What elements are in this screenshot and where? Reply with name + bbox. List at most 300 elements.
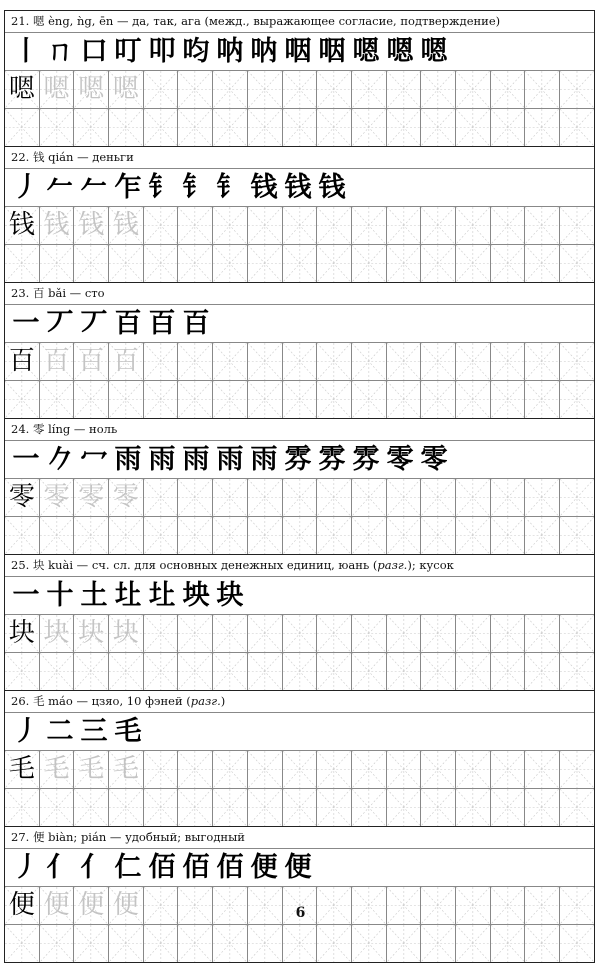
grid-guide <box>248 615 282 652</box>
practice-cell[interactable] <box>74 653 109 690</box>
practice-cell[interactable] <box>144 653 179 690</box>
grid-guide <box>283 71 317 108</box>
practice-cell[interactable] <box>283 751 318 788</box>
practice-cell[interactable] <box>317 71 352 108</box>
practice-cell[interactable] <box>178 517 213 554</box>
practice-cell[interactable] <box>248 615 283 652</box>
practice-cell[interactable] <box>387 381 422 418</box>
practice-cell[interactable] <box>109 517 144 554</box>
practice-cell[interactable] <box>213 925 248 962</box>
practice-cell[interactable] <box>5 343 40 380</box>
practice-cell[interactable] <box>178 615 213 652</box>
practice-cell[interactable] <box>317 653 352 690</box>
practice-cell[interactable] <box>456 207 491 244</box>
practice-cell[interactable] <box>421 789 456 826</box>
stroke-step: 呐 <box>250 36 278 67</box>
stroke-step: 一 <box>12 444 40 475</box>
grid-guide <box>5 653 39 690</box>
practice-cell[interactable] <box>352 789 387 826</box>
practice-cell[interactable] <box>421 71 456 108</box>
practice-cell[interactable] <box>248 343 283 380</box>
practice-cell[interactable] <box>74 615 109 652</box>
practice-cell[interactable] <box>560 615 594 652</box>
grid-guide <box>352 479 386 516</box>
practice-cell[interactable] <box>421 207 456 244</box>
practice-cell[interactable] <box>525 381 560 418</box>
practice-cell[interactable] <box>491 517 526 554</box>
grid-guide <box>40 109 74 146</box>
practice-cell[interactable] <box>456 245 491 282</box>
practice-cell[interactable] <box>40 381 75 418</box>
practice-cell[interactable] <box>560 71 594 108</box>
practice-cell[interactable] <box>525 479 560 516</box>
practice-cell[interactable] <box>491 479 526 516</box>
stroke-step: 钱 <box>250 172 278 203</box>
practice-cell[interactable] <box>560 653 594 690</box>
practice-cell[interactable] <box>178 653 213 690</box>
practice-cell[interactable] <box>178 71 213 108</box>
practice-cell[interactable] <box>560 343 594 380</box>
practice-cell[interactable] <box>283 207 318 244</box>
trace-character: 毛 <box>43 754 70 784</box>
practice-cell[interactable] <box>40 479 75 516</box>
practice-cell[interactable] <box>352 517 387 554</box>
practice-cell[interactable] <box>421 479 456 516</box>
practice-cell[interactable] <box>387 479 422 516</box>
practice-cell[interactable] <box>491 207 526 244</box>
practice-cell[interactable] <box>387 653 422 690</box>
practice-cell[interactable] <box>317 109 352 146</box>
practice-cell[interactable] <box>5 517 40 554</box>
grid-guide <box>560 751 594 788</box>
practice-cell[interactable] <box>352 751 387 788</box>
practice-cell[interactable] <box>560 517 594 554</box>
stroke-step: 百 <box>182 308 210 339</box>
practice-cell[interactable] <box>491 615 526 652</box>
practice-cell[interactable] <box>317 925 352 962</box>
practice-cell[interactable] <box>456 653 491 690</box>
practice-cell[interactable] <box>387 245 422 282</box>
grid-guide <box>283 925 317 962</box>
grid-guide <box>248 653 282 690</box>
practice-cell[interactable] <box>40 789 75 826</box>
practice-cell[interactable] <box>387 925 422 962</box>
trace-character: 块 <box>43 618 70 648</box>
trace-character: 块 <box>112 618 139 648</box>
practice-cell[interactable] <box>560 109 594 146</box>
stroke-step: 乍 <box>114 172 142 203</box>
grid-guide <box>178 751 212 788</box>
practice-cell[interactable] <box>109 925 144 962</box>
practice-cell[interactable] <box>144 245 179 282</box>
practice-cell[interactable] <box>5 887 40 924</box>
practice-cell[interactable] <box>5 925 40 962</box>
practice-cell[interactable] <box>178 207 213 244</box>
practice-cell[interactable] <box>525 109 560 146</box>
practice-cell[interactable] <box>352 615 387 652</box>
practice-cell[interactable] <box>5 207 40 244</box>
practice-cell[interactable] <box>421 653 456 690</box>
stroke-step: 咽 <box>284 36 312 67</box>
stroke-step: 亻 <box>46 852 74 883</box>
practice-cell[interactable] <box>560 245 594 282</box>
practice-cell[interactable] <box>317 751 352 788</box>
practice-cell[interactable] <box>144 925 179 962</box>
practice-cell[interactable] <box>5 109 40 146</box>
practice-cell[interactable] <box>560 751 594 788</box>
grid-guide <box>178 71 212 108</box>
grid-guide <box>456 925 490 962</box>
practice-cell[interactable] <box>283 479 318 516</box>
practice-cell[interactable] <box>491 71 526 108</box>
practice-cell[interactable] <box>248 751 283 788</box>
grid-guide <box>456 381 490 418</box>
practice-cell[interactable] <box>109 109 144 146</box>
practice-cell[interactable] <box>352 109 387 146</box>
practice-cell[interactable] <box>560 479 594 516</box>
trace-character: 嗯 <box>112 74 139 104</box>
practice-cell[interactable] <box>109 751 144 788</box>
practice-cell[interactable] <box>387 751 422 788</box>
practice-cell[interactable] <box>74 71 109 108</box>
practice-cell[interactable] <box>144 207 179 244</box>
practice-cell[interactable] <box>5 479 40 516</box>
practice-cell[interactable] <box>387 517 422 554</box>
practice-cell[interactable] <box>525 343 560 380</box>
stroke-step: 丆 <box>80 308 108 339</box>
practice-cell[interactable] <box>74 343 109 380</box>
grid-guide <box>283 381 317 418</box>
practice-cell[interactable] <box>456 789 491 826</box>
practice-cell[interactable] <box>40 751 75 788</box>
grid-guide <box>352 789 386 826</box>
practice-cell[interactable] <box>352 479 387 516</box>
grid-guide <box>491 343 525 380</box>
practice-cell[interactable] <box>560 789 594 826</box>
practice-cell[interactable] <box>491 245 526 282</box>
practice-cell[interactable] <box>109 343 144 380</box>
practice-cell[interactable] <box>525 751 560 788</box>
stroke-step: 呁 <box>182 36 210 67</box>
practice-cell[interactable] <box>352 925 387 962</box>
practice-cell[interactable] <box>213 381 248 418</box>
practice-cell[interactable] <box>317 517 352 554</box>
practice-cell[interactable] <box>387 71 422 108</box>
grid-guide <box>144 71 178 108</box>
grid-guide <box>387 343 421 380</box>
grid-guide <box>74 245 108 282</box>
grid-guide <box>178 653 212 690</box>
practice-cell[interactable] <box>109 615 144 652</box>
trace-character: 嗯 <box>43 74 70 104</box>
practice-cell[interactable] <box>317 789 352 826</box>
practice-cell[interactable] <box>40 207 75 244</box>
practice-cell[interactable] <box>421 925 456 962</box>
practice-cell[interactable] <box>40 245 75 282</box>
practice-cell[interactable] <box>5 615 40 652</box>
practice-cell[interactable] <box>352 653 387 690</box>
practice-cell[interactable] <box>248 925 283 962</box>
practice-cell[interactable] <box>421 109 456 146</box>
stroke-order-row <box>5 169 594 207</box>
grid-guide <box>317 207 351 244</box>
practice-cell[interactable] <box>74 789 109 826</box>
practice-row <box>5 789 594 826</box>
practice-row <box>5 245 594 282</box>
practice-cell[interactable] <box>283 789 318 826</box>
grid-guide <box>144 479 178 516</box>
practice-cell[interactable] <box>525 517 560 554</box>
practice-cell[interactable] <box>352 343 387 380</box>
practice-cell[interactable] <box>40 517 75 554</box>
practice-cell[interactable] <box>317 381 352 418</box>
practice-cell[interactable] <box>525 207 560 244</box>
practice-cell[interactable] <box>283 381 318 418</box>
practice-cell[interactable] <box>421 615 456 652</box>
stroke-step: 百 <box>148 308 176 339</box>
practice-cell[interactable] <box>248 653 283 690</box>
practice-cell[interactable] <box>421 381 456 418</box>
practice-cell[interactable] <box>525 245 560 282</box>
practice-cell[interactable] <box>317 343 352 380</box>
practice-cell[interactable] <box>283 245 318 282</box>
practice-cell[interactable] <box>213 615 248 652</box>
practice-cell[interactable] <box>387 343 422 380</box>
practice-cell[interactable] <box>248 207 283 244</box>
practice-cell[interactable] <box>213 517 248 554</box>
practice-cell[interactable] <box>248 71 283 108</box>
stroke-step: 雰 <box>318 444 346 475</box>
practice-cell[interactable] <box>109 653 144 690</box>
practice-cell[interactable] <box>144 789 179 826</box>
practice-cell[interactable] <box>248 517 283 554</box>
grid-guide <box>317 109 351 146</box>
grid-guide <box>5 925 39 962</box>
practice-cell[interactable] <box>491 109 526 146</box>
practice-cell[interactable] <box>317 615 352 652</box>
page-number: 6 <box>295 905 306 921</box>
practice-cell[interactable] <box>491 789 526 826</box>
practice-cell[interactable] <box>283 925 318 962</box>
practice-cell[interactable] <box>456 109 491 146</box>
practice-cell[interactable] <box>144 71 179 108</box>
practice-cell[interactable] <box>456 479 491 516</box>
practice-cell[interactable] <box>283 615 318 652</box>
grid-guide <box>421 925 455 962</box>
practice-cell[interactable] <box>560 925 594 962</box>
practice-cell[interactable] <box>109 789 144 826</box>
practice-cell[interactable] <box>40 109 75 146</box>
practice-cell[interactable] <box>109 245 144 282</box>
practice-cell[interactable] <box>491 925 526 962</box>
trace-character: 百 <box>43 346 70 376</box>
practice-cell[interactable] <box>5 653 40 690</box>
stroke-step: 钅 <box>148 172 176 203</box>
stroke-step: 𠂉 <box>80 172 108 203</box>
grid-guide <box>248 925 282 962</box>
practice-cell[interactable] <box>5 789 40 826</box>
practice-cell[interactable] <box>525 615 560 652</box>
grid-guide <box>248 109 282 146</box>
practice-cell[interactable] <box>248 479 283 516</box>
practice-cell[interactable] <box>144 343 179 380</box>
practice-cell[interactable] <box>248 245 283 282</box>
practice-cell[interactable] <box>213 245 248 282</box>
practice-cell[interactable] <box>178 245 213 282</box>
trace-character: 块 <box>78 618 105 648</box>
practice-cell[interactable] <box>387 109 422 146</box>
grid-guide <box>421 789 455 826</box>
practice-cell[interactable] <box>74 381 109 418</box>
practice-cell[interactable] <box>456 615 491 652</box>
grid-guide <box>317 653 351 690</box>
practice-cell[interactable] <box>248 109 283 146</box>
practice-row <box>5 517 594 554</box>
practice-cell[interactable] <box>74 109 109 146</box>
practice-cell[interactable] <box>74 479 109 516</box>
practice-cell[interactable] <box>109 381 144 418</box>
grid-guide <box>74 925 108 962</box>
grid-guide <box>317 789 351 826</box>
practice-cell[interactable] <box>456 343 491 380</box>
practice-cell[interactable] <box>109 479 144 516</box>
practice-cell[interactable] <box>74 925 109 962</box>
practice-cell[interactable] <box>525 789 560 826</box>
practice-cell[interactable] <box>283 517 318 554</box>
practice-cell[interactable] <box>525 653 560 690</box>
practice-cell[interactable] <box>283 343 318 380</box>
practice-cell[interactable] <box>248 789 283 826</box>
practice-cell[interactable] <box>74 887 109 924</box>
practice-cell[interactable] <box>317 479 352 516</box>
practice-cell[interactable] <box>144 109 179 146</box>
practice-cell[interactable] <box>456 517 491 554</box>
practice-cell[interactable] <box>491 653 526 690</box>
practice-cell[interactable] <box>421 751 456 788</box>
grid-guide <box>144 653 178 690</box>
practice-cell[interactable] <box>178 343 213 380</box>
practice-cell[interactable] <box>144 751 179 788</box>
practice-cell[interactable] <box>178 925 213 962</box>
practice-cell[interactable] <box>421 343 456 380</box>
practice-cell[interactable] <box>283 109 318 146</box>
practice-cell[interactable] <box>109 887 144 924</box>
grid-guide <box>317 343 351 380</box>
practice-cell[interactable] <box>213 789 248 826</box>
practice-cell[interactable] <box>248 381 283 418</box>
practice-cell[interactable] <box>178 751 213 788</box>
practice-cell[interactable] <box>213 343 248 380</box>
grid-guide <box>421 245 455 282</box>
practice-cell[interactable] <box>352 245 387 282</box>
practice-cell[interactable] <box>456 925 491 962</box>
practice-cell[interactable] <box>560 207 594 244</box>
practice-cell[interactable] <box>213 653 248 690</box>
grid-guide <box>560 479 594 516</box>
practice-cell[interactable] <box>74 517 109 554</box>
practice-cell[interactable] <box>74 207 109 244</box>
practice-cell[interactable] <box>317 207 352 244</box>
practice-cell[interactable] <box>421 245 456 282</box>
grid-guide <box>317 925 351 962</box>
practice-cell[interactable] <box>560 381 594 418</box>
practice-cell[interactable] <box>144 615 179 652</box>
practice-cell[interactable] <box>40 71 75 108</box>
practice-cell[interactable] <box>213 751 248 788</box>
practice-cell[interactable] <box>456 381 491 418</box>
grid-guide <box>248 245 282 282</box>
practice-cell[interactable] <box>491 343 526 380</box>
practice-cell[interactable] <box>178 789 213 826</box>
trace-character: 百 <box>112 346 139 376</box>
practice-cell[interactable] <box>387 207 422 244</box>
practice-cell[interactable] <box>109 207 144 244</box>
grid-guide <box>456 109 490 146</box>
practice-cell[interactable] <box>352 381 387 418</box>
practice-cell[interactable] <box>40 925 75 962</box>
practice-cell[interactable] <box>283 71 318 108</box>
practice-cell[interactable] <box>213 207 248 244</box>
practice-cell[interactable] <box>491 381 526 418</box>
practice-cell[interactable] <box>525 925 560 962</box>
practice-cell[interactable] <box>352 71 387 108</box>
grid-guide <box>283 789 317 826</box>
practice-cell[interactable] <box>352 207 387 244</box>
grid-guide <box>352 925 386 962</box>
practice-cell[interactable] <box>456 71 491 108</box>
grid-guide <box>213 925 247 962</box>
practice-cell[interactable] <box>40 615 75 652</box>
practice-cell[interactable] <box>387 789 422 826</box>
grid-guide <box>352 343 386 380</box>
practice-cell[interactable] <box>144 479 179 516</box>
stroke-step: 雨 <box>216 444 244 475</box>
grid-guide <box>491 207 525 244</box>
practice-cell[interactable] <box>40 343 75 380</box>
practice-cell[interactable] <box>74 751 109 788</box>
practice-cell[interactable] <box>213 479 248 516</box>
stroke-step: 钱 <box>318 172 346 203</box>
practice-cell[interactable] <box>213 109 248 146</box>
practice-cell[interactable] <box>5 71 40 108</box>
practice-cell[interactable] <box>491 751 526 788</box>
practice-cell[interactable] <box>5 751 40 788</box>
practice-cell[interactable] <box>525 71 560 108</box>
practice-cell[interactable] <box>387 615 422 652</box>
practice-cell[interactable] <box>317 245 352 282</box>
practice-cell[interactable] <box>74 245 109 282</box>
entry-hanzi: 毛 <box>32 694 49 708</box>
practice-cell[interactable] <box>40 653 75 690</box>
practice-cell[interactable] <box>178 381 213 418</box>
practice-cell[interactable] <box>5 245 40 282</box>
practice-cell[interactable] <box>144 381 179 418</box>
practice-cell[interactable] <box>178 479 213 516</box>
practice-cell[interactable] <box>40 887 75 924</box>
grid-guide <box>144 517 178 554</box>
grid-guide <box>352 245 386 282</box>
practice-cell[interactable] <box>109 71 144 108</box>
practice-cell[interactable] <box>456 751 491 788</box>
practice-cell[interactable] <box>283 653 318 690</box>
grid-guide <box>213 751 247 788</box>
grid-guide <box>421 381 455 418</box>
practice-cell[interactable] <box>213 71 248 108</box>
practice-cell[interactable] <box>144 517 179 554</box>
practice-cell[interactable] <box>178 109 213 146</box>
practice-cell[interactable] <box>5 381 40 418</box>
practice-cell[interactable] <box>421 517 456 554</box>
